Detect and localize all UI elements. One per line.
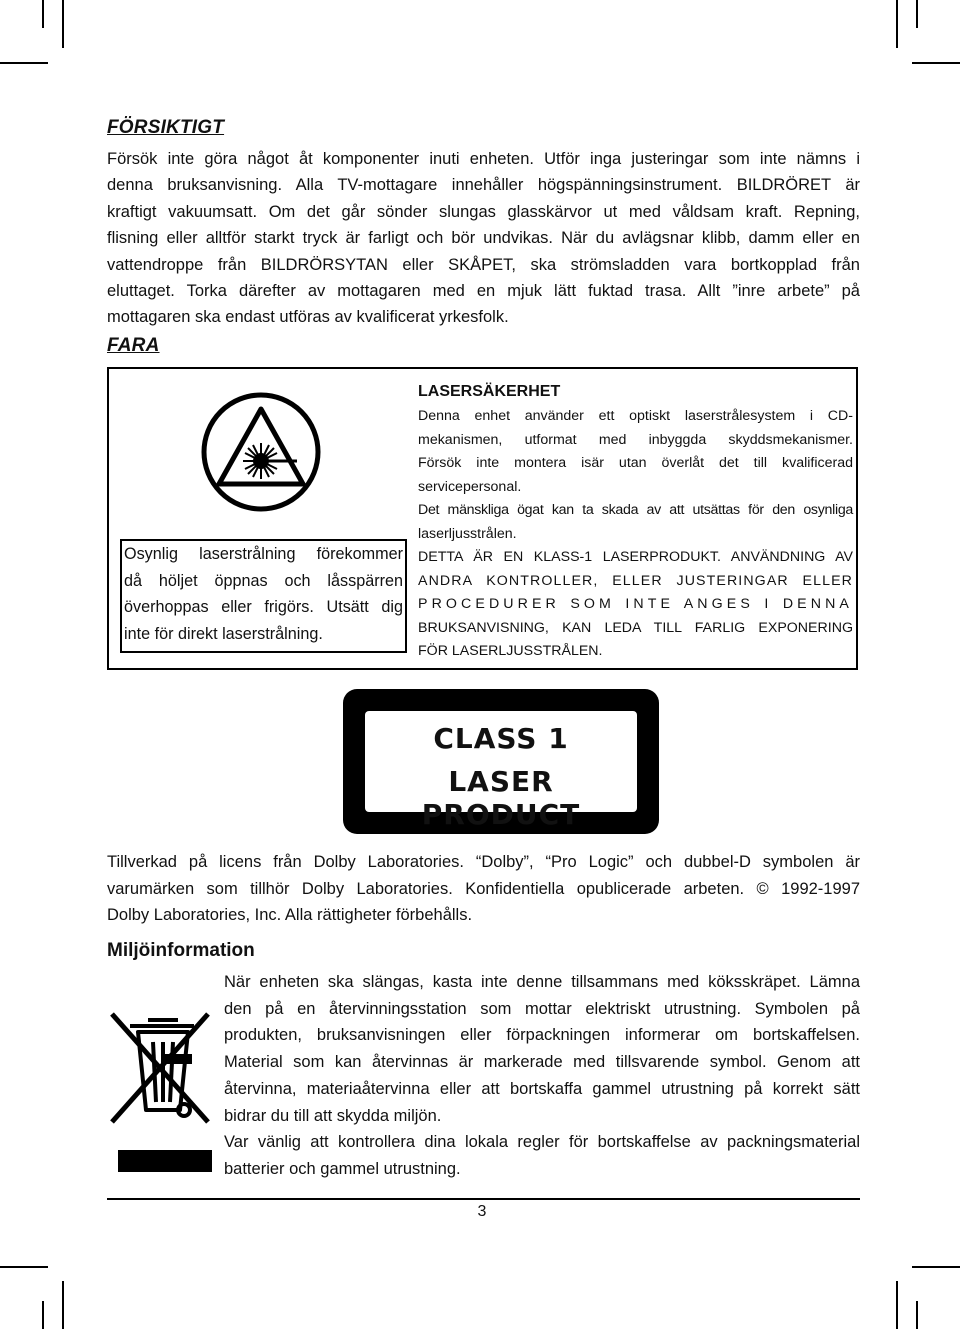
class-label-line1: CLASS 1 xyxy=(433,722,569,755)
caution-text xyxy=(107,146,860,331)
laser-line: mekanismen, utformat med inbyggda skyddsmekanismer. xyxy=(418,431,853,448)
laser-line: ANDRA KONTROLLER, ELLER JUSTERINGAR ELLER xyxy=(418,572,853,589)
crop-mark xyxy=(916,0,918,28)
caution-line: flisning eller alltför starkt tryck är farligt och bör undvikas. När du avlägsnar klibb, damm eller en xyxy=(107,229,860,248)
danger-heading: FARA xyxy=(107,335,160,356)
laser-line: DETTA ÄR EN KLASS-1 LASERPRODUKT. ANVÄNDNING AV xyxy=(418,549,853,565)
laser-line: Försök inte montera isär utan överlåt det till kvalificerad xyxy=(418,455,853,471)
dolby-line: Dolby Laboratories, Inc. Alla rättigheter förbehålls. xyxy=(107,906,473,924)
caution-line: kraftigt vakuumsatt. Om det går sönder slungas glasskärvor ut med våldsam kraft. Repning, xyxy=(107,202,860,221)
crop-mark xyxy=(896,1281,898,1329)
crop-mark xyxy=(62,1281,64,1329)
dolby-line: Tillverkad på licens från Dolby Laboratories. “Dolby”, “Pro Logic” och dubbel-D symbolen är xyxy=(107,853,860,871)
laser-line: FÖR LASERLJUSSTRÅLEN. xyxy=(418,643,603,659)
laser-safety-section xyxy=(418,379,853,664)
crop-mark xyxy=(62,0,64,48)
environment-heading: Miljöinformation xyxy=(107,940,255,961)
dolby-notice xyxy=(107,849,860,929)
warning-line: då höljet öppnas och låsspärren xyxy=(124,571,403,590)
class-1-laser-label xyxy=(343,689,659,834)
laser-line: PROCEDURER SOM INTE ANGES I DENNA xyxy=(418,596,853,612)
environment-line: återvinna, materiaåtervinna eller att bortskaffa gammel utrustning på korrekt sätt xyxy=(224,1079,860,1098)
footer-rule xyxy=(107,1198,860,1200)
environment-line: Material som kan återvinnas är markerade med tillsvarende symbol. Genom att xyxy=(224,1053,860,1072)
warning-line: Osynlig laserstrålning förekommer xyxy=(124,545,403,563)
environment-line: batterier och gammel utrustning. xyxy=(224,1159,461,1178)
crop-mark xyxy=(0,1266,48,1268)
laser-line: servicepersonal. xyxy=(418,478,522,495)
environment-text xyxy=(224,969,860,1183)
environment-line: Var vänlig att kontrollera dina lokala regler för bortskaffelse av packningsmaterial xyxy=(224,1133,860,1152)
class-label-line2: LASER PRODUCT xyxy=(421,765,581,831)
crossed-out-bin-icon xyxy=(108,1002,214,1174)
warning-line: inte för direkt laserstrålning. xyxy=(124,624,323,643)
laser-warning-icon xyxy=(199,391,323,513)
caution-line: denna bruksanvisning. Alla TV-mottagare innehåller högspänningsinstrument. BILDRÖRET är xyxy=(107,176,860,195)
class-label-inner xyxy=(365,711,637,831)
laser-safety-heading: LASERSÄKERHET xyxy=(418,383,561,400)
caution-heading: FÖRSIKTIGT xyxy=(107,117,225,138)
crop-mark xyxy=(0,62,48,64)
crop-mark xyxy=(42,0,44,28)
laser-line: Det mänskliga ögat kan ta skada av att utsättas för den osynliga xyxy=(418,502,853,518)
environment-line: den på en återvinningsstation som mottar elektriskt utrustning. Symbolen på xyxy=(224,999,860,1018)
crop-mark xyxy=(42,1301,44,1329)
laser-line: BRUKSANVISNING, KAN LEDA TILL FARLIG EXPONERING xyxy=(418,619,853,636)
crop-mark xyxy=(912,62,960,64)
crop-mark xyxy=(916,1301,918,1329)
dolby-line: varumärken som tillhör Dolby Laboratories. Konfidentiella opublicerade arbeten. © 1992-1997 xyxy=(107,879,860,898)
environment-line: produkten, bruksanvisningen eller förpackningen informerar om bortskaffelsen. xyxy=(224,1026,860,1045)
caution-line: mottagaren ska endast utföras av kvalificerat yrkesfolk. xyxy=(107,308,509,327)
caution-line: eluttaget. Torka därefter av mottagaren med en mjuk lätt fuktad trasa. Allt ”inre arbete” på xyxy=(107,282,860,301)
environment-line: bidrar du till att skydda miljön. xyxy=(224,1106,442,1125)
crop-mark xyxy=(912,1266,960,1268)
caution-line: Försök inte göra något åt komponenter inuti enheten. Utför inga justeringar som inte nämns i xyxy=(107,150,860,168)
page-number: 3 xyxy=(477,1203,487,1220)
warning-line: överhoppas eller frigörs. Utsätt dig xyxy=(124,598,403,616)
laser-line: Denna enhet använder ett optiskt laserstrålesystem i CD- xyxy=(418,408,853,424)
danger-box xyxy=(107,367,858,670)
caution-line: vattendroppe från BILDRÖRSYTAN eller SKÅPET, ska strömsladden vara bortkopplad från xyxy=(107,255,860,274)
environment-line: När enheten ska slängas, kasta inte denne tillsammans med köksskräpet. Lämna xyxy=(224,973,860,991)
laser-line: laserljusstrålen. xyxy=(418,525,517,542)
invisible-radiation-warning xyxy=(120,539,407,653)
crop-mark xyxy=(896,0,898,48)
